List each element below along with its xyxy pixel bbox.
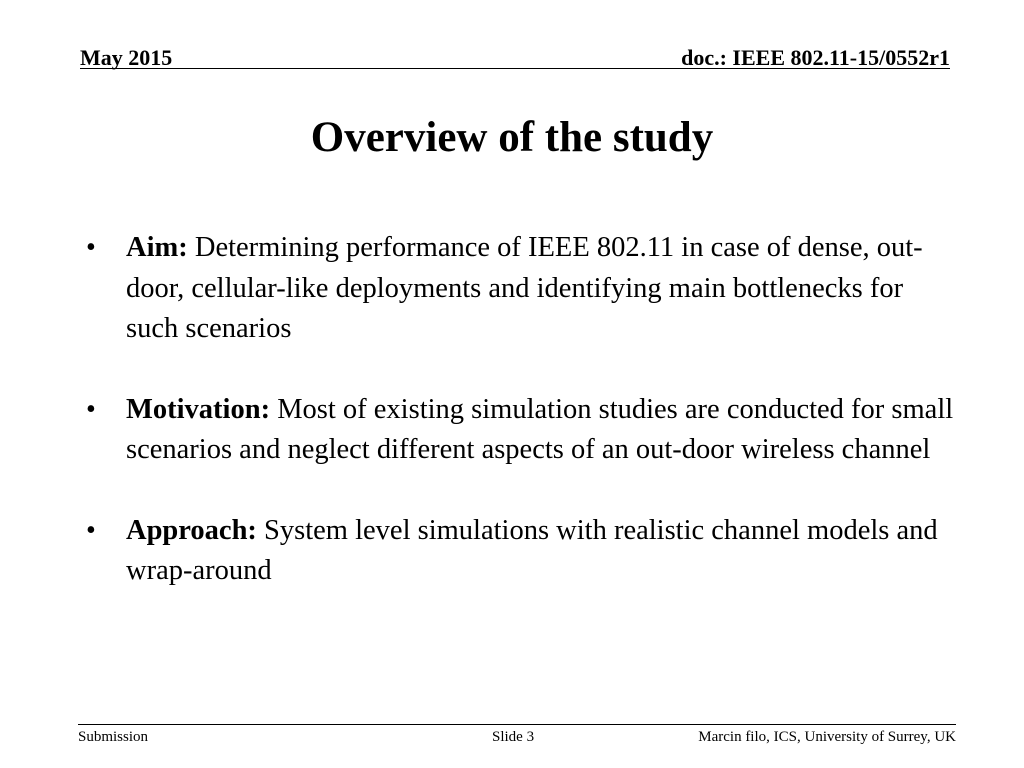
header-divider: [80, 68, 950, 69]
bullet-motivation-text: Most of existing simulation studies are conducted for small scenarios and neglect different aspects of an out-door wireless channel: [126, 393, 954, 465]
bullet-motivation: [80, 390, 960, 471]
header-doc-id: doc.: IEEE 802.11-15/0552r1: [681, 45, 950, 70]
footer-divider: [78, 724, 956, 725]
bullet-dot: •: [86, 514, 96, 546]
footer-slide-number: Slide 3: [492, 729, 535, 745]
footer-submission: Submission: [78, 729, 149, 745]
bullet-dot: •: [86, 393, 96, 425]
bullet-dot: •: [86, 232, 96, 263]
bullet-approach-term: Approach:: [126, 514, 257, 546]
header-date: May 2015: [80, 45, 173, 70]
slide-title: Overview of the study: [310, 114, 714, 161]
bullet-list: [80, 228, 960, 632]
bullet-aim-term: Aim:: [126, 232, 188, 263]
bullet-aim-text: Determining performance of IEEE 802.11 in case of dense, out-door, cellular-like deployments and identifying main bottlenecks for such scenarios: [126, 232, 923, 344]
bullet-motivation-term: Motivation:: [126, 393, 271, 425]
footer-author: Marcin filo, ICS, University of Surrey, UK: [698, 729, 956, 745]
bullet-aim: [80, 228, 960, 350]
bullet-approach: [80, 511, 960, 592]
bullet-approach-text: System level simulations with realistic channel models and wrap-around: [126, 514, 938, 586]
